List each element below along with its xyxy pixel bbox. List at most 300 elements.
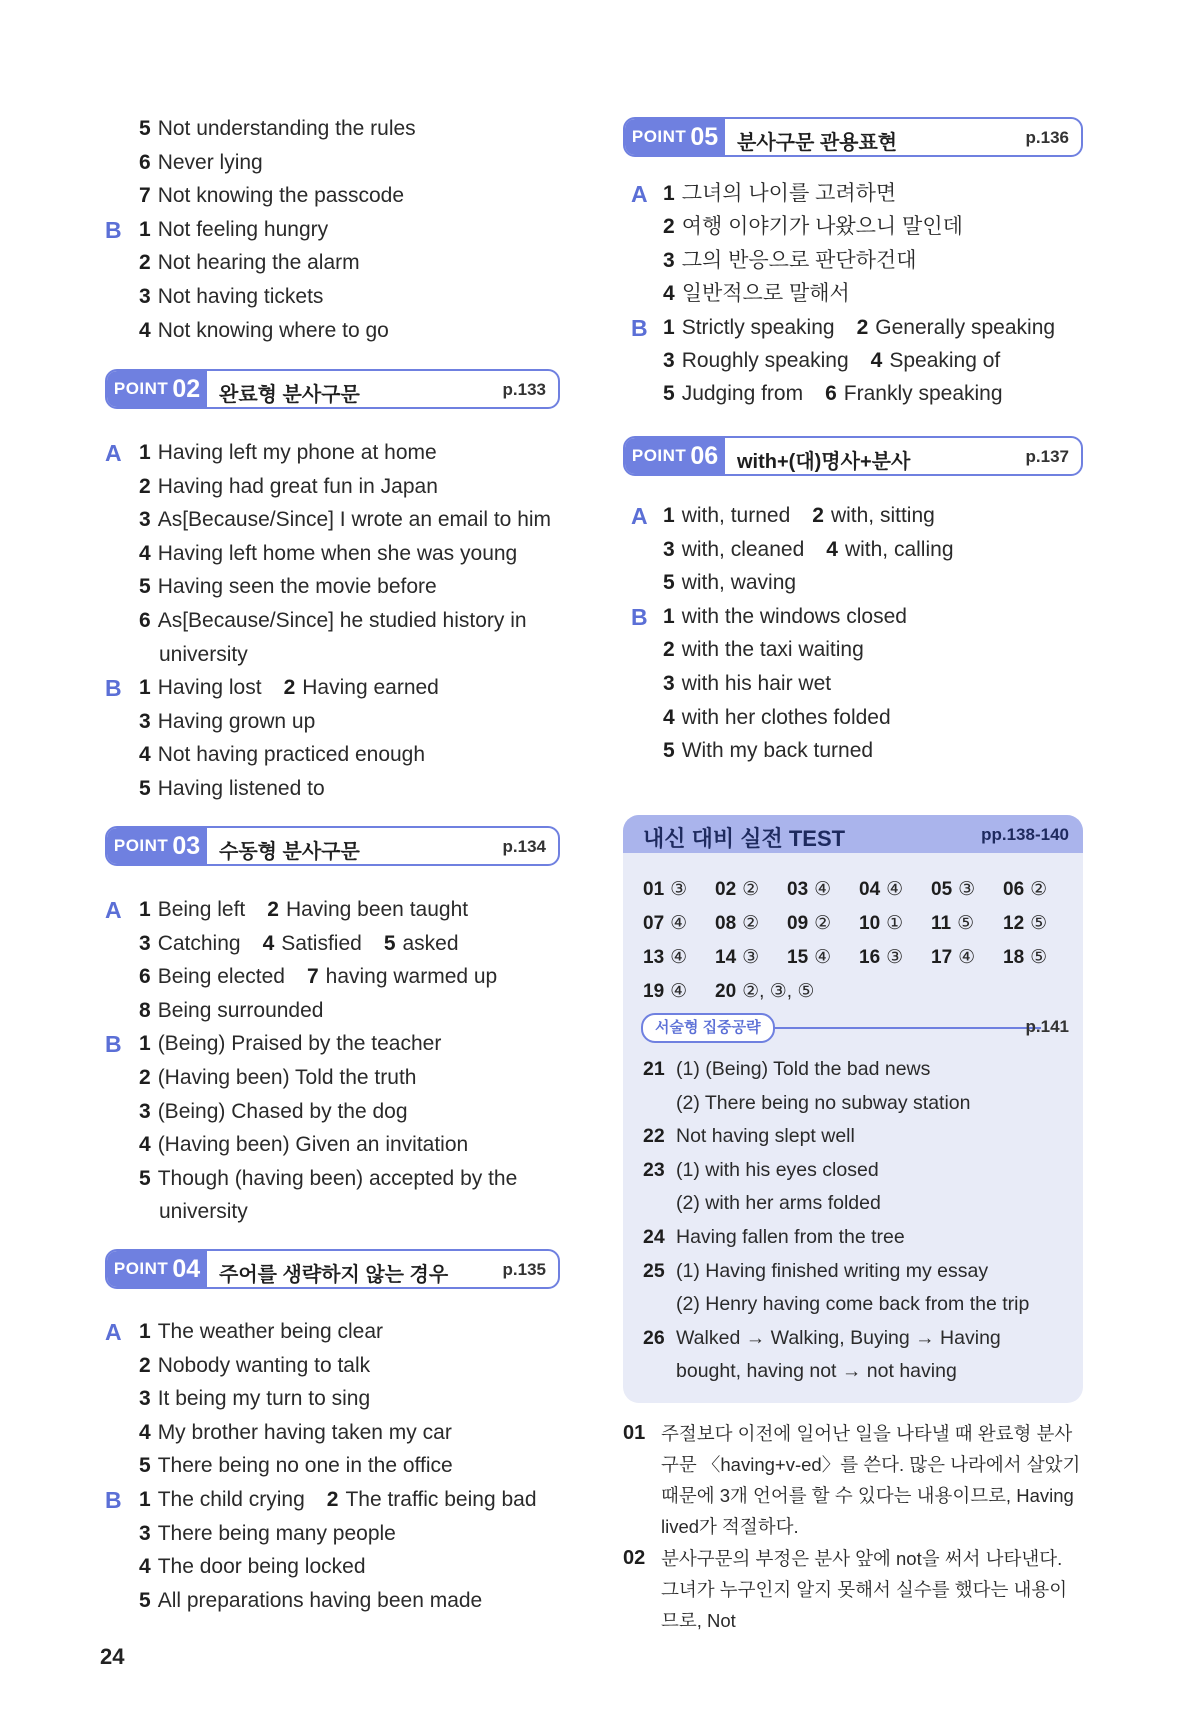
answer-choice: ⑤ bbox=[1030, 913, 1048, 934]
section-letter: A bbox=[105, 440, 122, 466]
item-text: university bbox=[159, 642, 248, 666]
item-text: Not having practiced enough bbox=[157, 743, 426, 767]
item-text: Not knowing where to go bbox=[157, 318, 389, 342]
answer-line bbox=[139, 1098, 408, 1126]
item-number: 1 bbox=[663, 604, 675, 628]
item-text: (Having been) Told the truth bbox=[157, 1066, 417, 1089]
item-number: 4 bbox=[139, 541, 151, 565]
item-text: Being surrounded bbox=[157, 998, 324, 1022]
item-text: Frankly speaking bbox=[843, 382, 1003, 406]
answer-line bbox=[139, 1385, 370, 1413]
answer-line bbox=[139, 439, 437, 467]
test-answer bbox=[1003, 877, 1047, 903]
answer-choice: ④ bbox=[814, 947, 832, 968]
test-answer bbox=[859, 877, 903, 903]
explanation-number: 02 bbox=[623, 1547, 646, 1569]
essay-number-text: 25 bbox=[643, 1259, 665, 1282]
item-number: 5 bbox=[663, 571, 675, 595]
answer-number: 05 bbox=[931, 879, 953, 900]
test-answer bbox=[715, 877, 759, 903]
point-page: p.136 bbox=[1025, 128, 1069, 147]
answer-line bbox=[663, 502, 935, 530]
item-number: 3 bbox=[139, 709, 151, 733]
item-number: 4 bbox=[262, 931, 275, 955]
item-number: 2 bbox=[663, 638, 675, 662]
item-text: My brother having taken my car bbox=[157, 1420, 452, 1444]
essay-number bbox=[643, 1156, 675, 1184]
point-title: 수동형 분사구문 bbox=[219, 841, 360, 863]
item-text: Having seen the movie before bbox=[157, 575, 437, 599]
answer-number: 10 bbox=[859, 913, 881, 934]
answer-choice: ③ bbox=[742, 947, 760, 968]
answer-line bbox=[139, 775, 325, 803]
answer-line bbox=[139, 115, 416, 143]
test-panel bbox=[623, 815, 1083, 1403]
item-text: Speaking of bbox=[889, 349, 1001, 372]
test-pages: pp.138-140 bbox=[981, 825, 1069, 844]
answer-line bbox=[139, 1520, 396, 1548]
item-number: 3 bbox=[139, 1521, 151, 1545]
answer-line bbox=[663, 314, 1055, 342]
essay-number-text: 22 bbox=[643, 1125, 665, 1148]
item-number: 3 bbox=[663, 672, 675, 695]
item-text: Not knowing the passcode bbox=[157, 184, 405, 208]
answer-number: 15 bbox=[787, 947, 809, 968]
page-number: 24 bbox=[100, 1644, 125, 1669]
explanation-text: 분사구문의 부정은 분사 앞에 not을 써서 나타낸다. 그녀가 누구인지 알지 못해서 실수를 했다는 내용이므로, Not bbox=[661, 1548, 1068, 1631]
essay-text: Walked → Walking, Buying → Having bbox=[676, 1326, 1001, 1349]
item-text: Nobody wanting to talk bbox=[157, 1353, 371, 1377]
essay-number-text: 26 bbox=[643, 1326, 665, 1349]
item-number: 2 bbox=[326, 1488, 339, 1511]
point-title: 주어를 생략하지 않는 경우 bbox=[219, 1264, 449, 1286]
essay-text: (2) Henry having come back from the trip bbox=[676, 1293, 1030, 1316]
item-text: The door being locked bbox=[157, 1555, 366, 1579]
item-text: with, calling bbox=[844, 537, 954, 561]
essay-text: (1) Having finished writing my essay bbox=[676, 1259, 989, 1282]
item-text: The child crying bbox=[157, 1488, 305, 1511]
answer-line bbox=[663, 180, 896, 208]
answer-line bbox=[663, 603, 907, 631]
essay-text: (1) with his eyes closed bbox=[676, 1158, 879, 1181]
point-title: 분사구문 관용표현 bbox=[737, 132, 898, 154]
point-03-header bbox=[105, 826, 560, 866]
answer-line bbox=[663, 569, 796, 597]
item-number: 5 bbox=[663, 382, 675, 406]
item-number: 5 bbox=[663, 739, 675, 763]
item-text: Satisfied bbox=[281, 931, 362, 955]
answer-choice: ④ bbox=[670, 913, 688, 934]
answer-line bbox=[139, 1419, 452, 1447]
explanation-text: 주절보다 이전에 일어난 일을 나타낼 때 완료형 분사구문 〈having+v-ed〉를 쓴다. 많은 나라에서 살았기 때문에 3개 언어를 할 수 있다는 내용이므로, Having lived가 적절하다. bbox=[661, 1423, 1081, 1537]
answer-choice: ④ bbox=[670, 947, 688, 968]
test-answer bbox=[715, 945, 759, 971]
answer-number: 14 bbox=[715, 947, 737, 968]
answer-line bbox=[139, 1131, 468, 1159]
section-letter: B bbox=[631, 603, 648, 630]
answer-line bbox=[139, 930, 459, 958]
answer-number: 16 bbox=[859, 947, 881, 968]
item-text: Not understanding the rules bbox=[157, 117, 416, 140]
section-letter: A bbox=[105, 897, 122, 923]
test-answer bbox=[859, 911, 903, 937]
essay-text: (2) with her arms folded bbox=[676, 1192, 881, 1215]
point-title: with+(대)명사+분사 bbox=[737, 451, 911, 473]
answer-choice: ⑤ bbox=[957, 913, 975, 934]
answer-line bbox=[139, 216, 328, 244]
test-answer bbox=[643, 877, 687, 903]
answer-choice: ① bbox=[886, 913, 904, 934]
essay-number bbox=[643, 1223, 675, 1251]
item-text: with, sitting bbox=[830, 504, 935, 527]
item-number: 2 bbox=[856, 315, 869, 339]
answer-line bbox=[159, 1198, 248, 1226]
test-answer bbox=[715, 979, 814, 1005]
item-number: 2 bbox=[139, 474, 151, 498]
point-tag: POINT 05 bbox=[625, 119, 725, 155]
answer-line bbox=[663, 213, 963, 241]
item-number: 1 bbox=[139, 676, 151, 700]
section-letter: B bbox=[105, 216, 122, 243]
item-text: Roughly speaking bbox=[681, 349, 849, 372]
answer-choice: ② bbox=[742, 879, 760, 900]
answer-number: 08 bbox=[715, 913, 737, 934]
item-text: 일반적으로 말해서 bbox=[681, 282, 850, 306]
answer-line bbox=[663, 380, 1003, 408]
section-letter: A bbox=[105, 1319, 122, 1345]
item-text: Having left my phone at home bbox=[157, 441, 437, 464]
point-tag: POINT 02 bbox=[107, 371, 207, 407]
item-text: Never lying bbox=[157, 150, 263, 174]
answer-line bbox=[139, 573, 437, 601]
answer-line bbox=[139, 1030, 441, 1058]
answer-line bbox=[139, 708, 315, 736]
item-number: 5 bbox=[139, 777, 151, 800]
item-number: 4 bbox=[139, 318, 151, 342]
test-answer bbox=[931, 911, 974, 937]
item-number: 1 bbox=[139, 217, 151, 241]
item-text: with the taxi waiting bbox=[681, 638, 864, 662]
answer-choice: ④ bbox=[958, 947, 976, 968]
answer-choice: ② bbox=[814, 913, 832, 934]
answer-line bbox=[139, 674, 439, 702]
item-text: Strictly speaking bbox=[681, 315, 835, 339]
item-number: 2 bbox=[267, 898, 279, 921]
answer-choice: ②, ③, ⑤ bbox=[742, 981, 815, 1002]
essay-number bbox=[643, 1257, 675, 1285]
answer-line bbox=[663, 347, 1000, 375]
item-text: with, waving bbox=[681, 571, 797, 595]
item-number: 4 bbox=[139, 743, 151, 767]
answer-number: 03 bbox=[787, 879, 809, 900]
section-letter: B bbox=[105, 675, 122, 702]
answer-line bbox=[139, 182, 404, 210]
item-text: Though (having been) accepted by the bbox=[157, 1166, 518, 1190]
answer-line bbox=[663, 704, 891, 732]
essay-number bbox=[643, 1122, 675, 1150]
test-answer bbox=[643, 911, 687, 937]
answer-choice: ④ bbox=[886, 879, 904, 900]
answer-line bbox=[663, 536, 954, 564]
item-text: Not hearing the alarm bbox=[157, 251, 360, 275]
item-text: Having been taught bbox=[285, 898, 469, 921]
test-answer bbox=[787, 877, 831, 903]
point-06-header bbox=[623, 436, 1083, 476]
answer-line bbox=[139, 1352, 370, 1380]
essay-number-text: 24 bbox=[643, 1226, 665, 1248]
item-text: (Being) Praised by the teacher bbox=[157, 1032, 442, 1056]
answer-line bbox=[663, 737, 873, 765]
item-number: 5 bbox=[139, 575, 151, 599]
item-text: Catching bbox=[157, 931, 241, 955]
answer-number: 13 bbox=[643, 947, 665, 968]
essay-text: (2) There being no subway station bbox=[676, 1091, 971, 1114]
item-number: 3 bbox=[663, 537, 675, 561]
point-title: 완료형 분사구문 bbox=[219, 384, 360, 406]
item-number: 4 bbox=[139, 1420, 151, 1444]
answer-number: 12 bbox=[1003, 913, 1025, 934]
item-text: Having grown up bbox=[157, 709, 316, 733]
item-number: 5 bbox=[139, 1588, 151, 1612]
item-number: 5 bbox=[139, 1166, 151, 1190]
item-number: 4 bbox=[663, 705, 675, 729]
answer-number: 04 bbox=[859, 879, 881, 900]
point-02-header bbox=[105, 369, 560, 409]
section-letter: B bbox=[105, 1487, 122, 1513]
item-text: asked bbox=[402, 931, 459, 955]
item-number: 4 bbox=[663, 282, 675, 306]
answer-line bbox=[663, 247, 917, 275]
answer-line bbox=[139, 317, 389, 345]
item-text: As[Because/Since] I wrote an email to him bbox=[157, 508, 552, 532]
answer-choice: ③ bbox=[670, 879, 688, 900]
answer-line bbox=[139, 249, 360, 277]
item-number: 1 bbox=[139, 1320, 151, 1343]
item-number: 3 bbox=[663, 349, 675, 372]
answer-choice: ⑤ bbox=[1030, 947, 1048, 968]
section-letter: A bbox=[631, 503, 648, 529]
item-text: Generally speaking bbox=[875, 315, 1056, 339]
item-number: 3 bbox=[139, 1387, 151, 1411]
test-header bbox=[623, 815, 1083, 853]
test-title: 내신 대비 실전 TEST bbox=[643, 826, 846, 851]
point-04-header bbox=[105, 1249, 560, 1289]
item-number: 6 bbox=[139, 150, 151, 174]
item-text: university bbox=[159, 1200, 248, 1224]
item-text: having warmed up bbox=[325, 965, 498, 989]
item-text: There being many people bbox=[157, 1521, 396, 1545]
item-text: Having had great fun in Japan bbox=[157, 474, 438, 498]
item-number: 5 bbox=[383, 931, 396, 955]
answer-number: 20 bbox=[715, 981, 737, 1002]
answer-line bbox=[139, 607, 527, 635]
answer-line bbox=[663, 280, 850, 308]
test-answer bbox=[787, 945, 831, 971]
section-letter: A bbox=[631, 181, 648, 207]
point-tag: POINT 03 bbox=[107, 828, 207, 864]
point-page: p.137 bbox=[1025, 447, 1069, 466]
item-text: (Being) Chased by the dog bbox=[157, 1099, 408, 1123]
answer-choice: ② bbox=[742, 913, 760, 934]
answer-line bbox=[139, 149, 263, 177]
item-text: There being no one in the office bbox=[157, 1454, 453, 1478]
point-tag: POINT 04 bbox=[107, 1251, 207, 1287]
essay-number bbox=[643, 1055, 675, 1083]
answer-number: 02 bbox=[715, 879, 737, 900]
item-text: Being elected bbox=[157, 965, 285, 989]
item-number: 6 bbox=[139, 609, 151, 632]
answer-line bbox=[139, 1486, 537, 1514]
item-number: 1 bbox=[663, 315, 675, 339]
answer-line bbox=[139, 997, 323, 1025]
answer-line bbox=[139, 963, 497, 991]
item-number: 1 bbox=[139, 1032, 151, 1056]
item-number: 4 bbox=[826, 537, 838, 561]
answer-line bbox=[139, 506, 551, 534]
item-number: 3 bbox=[139, 508, 151, 532]
item-number: 1 bbox=[139, 898, 151, 921]
point-05-header bbox=[623, 117, 1083, 157]
item-number: 4 bbox=[139, 1555, 151, 1579]
answer-choice: ④ bbox=[670, 981, 688, 1002]
answer-number: 09 bbox=[787, 913, 809, 934]
point-page: p.134 bbox=[502, 837, 546, 856]
answer-number: 06 bbox=[1003, 879, 1025, 900]
answer-choice: ③ bbox=[958, 879, 976, 900]
essay-number bbox=[643, 1324, 675, 1352]
item-text: with his hair wet bbox=[681, 672, 832, 695]
answer-number: 17 bbox=[931, 947, 953, 968]
section-letter: B bbox=[105, 1031, 122, 1058]
test-answer bbox=[787, 911, 831, 937]
item-number: 3 bbox=[139, 1099, 151, 1123]
answer-line bbox=[139, 1553, 366, 1581]
answer-line bbox=[663, 670, 831, 698]
item-text: Having listened to bbox=[157, 777, 325, 800]
item-number: 5 bbox=[139, 1454, 151, 1478]
answer-choice: ② bbox=[1030, 879, 1048, 900]
test-answer bbox=[859, 945, 903, 971]
answer-line bbox=[139, 283, 323, 311]
answer-line bbox=[139, 1165, 517, 1193]
item-number: 3 bbox=[139, 931, 151, 955]
item-number: 2 bbox=[139, 1353, 151, 1377]
item-text: with her clothes folded bbox=[681, 705, 891, 729]
item-text: 여행 이야기가 나왔으니 말인데 bbox=[681, 215, 963, 239]
answer-line bbox=[139, 473, 438, 501]
answer-line bbox=[139, 1452, 453, 1480]
answer-line bbox=[139, 1064, 416, 1092]
item-text: with, cleaned bbox=[681, 537, 805, 561]
item-number: 4 bbox=[139, 1133, 151, 1157]
item-text: With my back turned bbox=[681, 739, 874, 763]
point-page: p.135 bbox=[502, 1260, 546, 1279]
item-number: 6 bbox=[139, 965, 151, 989]
essay-text: Having fallen from the tree bbox=[676, 1226, 905, 1248]
answer-line bbox=[139, 896, 468, 924]
essay-divider bbox=[773, 1027, 1041, 1029]
answer-number: 01 bbox=[643, 879, 665, 900]
item-text: As[Because/Since] he studied history in bbox=[157, 609, 527, 632]
answer-number: 11 bbox=[931, 913, 952, 934]
answer-line bbox=[139, 540, 517, 568]
item-number: 1 bbox=[139, 441, 151, 464]
point-tag: POINT 06 bbox=[625, 438, 725, 474]
answer-line bbox=[139, 1318, 383, 1346]
item-number: 3 bbox=[663, 248, 675, 272]
item-text: It being my turn to sing bbox=[157, 1387, 371, 1411]
test-answer bbox=[715, 911, 759, 937]
answer-number: 18 bbox=[1003, 947, 1025, 968]
item-number: 2 bbox=[663, 215, 675, 239]
essay-number-text: 21 bbox=[643, 1058, 665, 1080]
item-number: 1 bbox=[139, 1488, 151, 1511]
essay-number-text: 23 bbox=[643, 1158, 665, 1181]
essay-page: p.141 bbox=[1025, 1017, 1069, 1036]
item-text: 그의 반응으로 판단하건대 bbox=[681, 248, 917, 272]
test-answer bbox=[931, 945, 975, 971]
test-answer bbox=[643, 979, 687, 1005]
item-text: Being left bbox=[157, 898, 246, 921]
item-number: 8 bbox=[139, 998, 151, 1022]
answer-line bbox=[159, 641, 248, 669]
answer-choice: ④ bbox=[814, 879, 832, 900]
item-text: Having earned bbox=[302, 676, 439, 700]
essay-text: bought, having not → not having bbox=[676, 1360, 957, 1383]
item-text: 그녀의 나이를 고려하면 bbox=[681, 182, 897, 205]
item-number: 6 bbox=[825, 382, 837, 406]
answer-choice: ③ bbox=[886, 947, 904, 968]
section-letter: B bbox=[631, 314, 648, 341]
point-page: p.133 bbox=[502, 380, 546, 399]
test-answer bbox=[643, 945, 687, 971]
test-answer bbox=[1003, 911, 1047, 937]
item-text: The traffic being bad bbox=[345, 1488, 537, 1511]
essay-text: Not having slept well bbox=[676, 1125, 855, 1148]
essay-badge: 서술형 집중공략 bbox=[641, 1013, 775, 1043]
answer-line bbox=[139, 741, 425, 769]
item-text: Judging from bbox=[681, 382, 804, 406]
item-number: 7 bbox=[139, 184, 151, 208]
item-number: 1 bbox=[663, 182, 675, 205]
item-text: Having lost bbox=[157, 676, 262, 700]
answer-number: 19 bbox=[643, 981, 665, 1002]
test-answer bbox=[1003, 945, 1047, 971]
test-answer bbox=[931, 877, 975, 903]
item-text: Not having tickets bbox=[157, 285, 324, 308]
answer-line bbox=[139, 1587, 482, 1615]
item-number: 2 bbox=[812, 504, 824, 527]
item-number: 2 bbox=[139, 1066, 151, 1089]
item-text: All preparations having been made bbox=[157, 1588, 483, 1612]
item-text: Having left home when she was young bbox=[157, 541, 518, 565]
answer-number: 07 bbox=[643, 913, 665, 934]
item-number: 7 bbox=[306, 965, 319, 989]
item-number: 2 bbox=[139, 251, 151, 275]
answer-line bbox=[663, 636, 864, 664]
explanation-number: 01 bbox=[623, 1422, 646, 1444]
item-text: with the windows closed bbox=[681, 604, 907, 628]
essay-text: (1) (Being) Told the bad news bbox=[676, 1058, 931, 1080]
item-number: 5 bbox=[139, 117, 151, 140]
item-number: 3 bbox=[139, 285, 151, 308]
item-text: (Having been) Given an invitation bbox=[157, 1133, 469, 1157]
item-number: 1 bbox=[663, 504, 675, 527]
item-text: The weather being clear bbox=[157, 1320, 383, 1343]
item-number: 2 bbox=[283, 676, 296, 700]
item-number: 4 bbox=[870, 349, 883, 372]
item-text: Not feeling hungry bbox=[157, 217, 329, 241]
